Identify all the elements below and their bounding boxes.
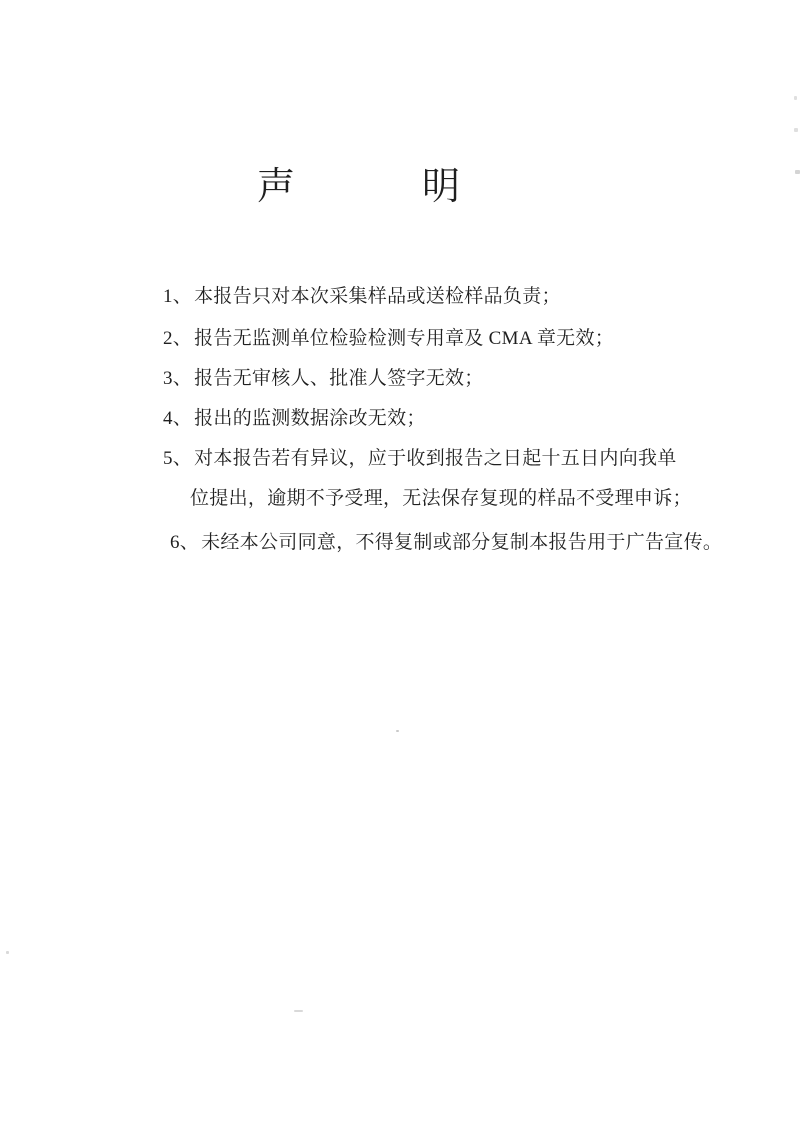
item-number: 2、 [163,328,193,349]
item-text: 本报告只对本次采集样品或送检样品负责； [194,286,561,307]
item-number: 1、 [163,286,193,307]
scan-artifact-speck [795,170,800,174]
item-number: 6、 [170,532,200,553]
statement-item-6 [170,532,722,554]
scan-artifact-speck [396,730,399,732]
item-text: 报告无审核人、批准人签字无效； [194,368,484,389]
statement-item-5-line-2 [190,488,692,510]
item-text: 报告无监测单位检验检测专用章及 CMA 章无效； [194,328,615,349]
item-number: 3、 [163,368,193,389]
statement-item-4 [163,408,426,430]
scan-artifact-speck [6,951,9,954]
scan-artifact-speck [294,1010,303,1012]
statement-item-3 [163,368,484,390]
statement-item-2 [163,328,614,350]
statement-item-1 [163,286,561,308]
scan-artifact-speck [794,96,797,100]
item-number: 5、 [163,448,193,469]
title-char-sheng: 声 [257,166,296,208]
title-char-ming: 明 [422,166,461,208]
scan-artifact-speck [794,128,798,132]
item-text: 对本报告若有异议，应于收到报告之日起十五日内向我单 [194,448,677,469]
item-number: 4、 [163,408,193,429]
statement-item-5-line-1 [163,448,677,470]
item-text: 报出的监测数据涂改无效； [194,408,426,429]
item-text: 位提出，逾期不予受理，无法保存复现的样品不受理申诉； [190,488,692,509]
page-title [257,168,460,206]
item-text: 未经本公司同意，不得复制或部分复制本报告用于广告宣传。 [201,532,723,553]
